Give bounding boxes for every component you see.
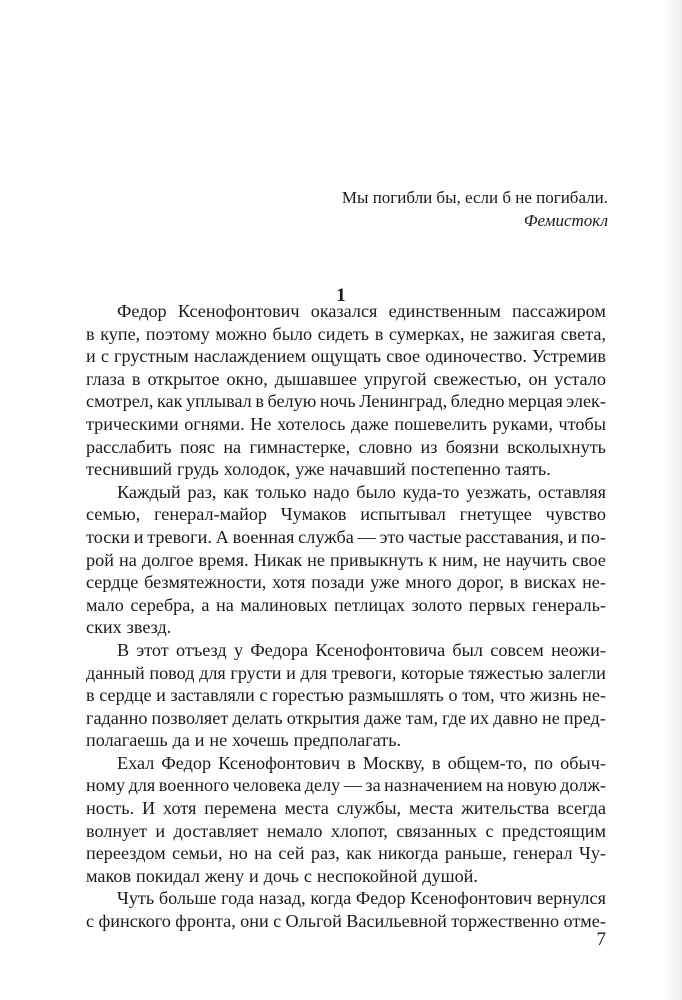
text-line: сердце безмятежности, хотя позади уже много дорог, в висках не- bbox=[86, 572, 606, 593]
text-line: в сердце и заставляли с горестью размышлять о том, что жизнь не- bbox=[86, 685, 606, 706]
epigraph bbox=[342, 186, 608, 232]
epigraph-quote: Мы погибли бы, если б не погибали. bbox=[341, 188, 608, 207]
text-line: мало серебра, а на малиновых петлицах золото первых генераль- bbox=[86, 594, 606, 615]
text-line: маков покидал жену и дочь с неспокойной душой. bbox=[86, 865, 478, 886]
epigraph-author: Фемистокл bbox=[523, 211, 608, 230]
text-line: В этот отъезд у Федора Ксенофонтовича был совсем неожи- bbox=[117, 639, 606, 660]
text-line: тоски и тревоги. А военная служба — это частые расставания, и по- bbox=[86, 526, 606, 547]
text-line: ских звезд. bbox=[86, 617, 172, 638]
body-text bbox=[86, 300, 606, 933]
text-line: Чуть больше года назад, когда Федор Ксенофонтович вернулся bbox=[117, 888, 606, 909]
text-line: теснивший грудь холодок, уже начавший постепенно таять. bbox=[86, 459, 551, 480]
text-line: ному для военного человека делу — за назначением на новую долж- bbox=[86, 775, 606, 796]
page-number: 7 bbox=[596, 929, 606, 950]
text-line: смотрел, как уплывал в белую ночь Ленинград, бледно мерцая элек- bbox=[86, 391, 606, 412]
text-line: переездом семьи, но на сей раз, как никогда раньше, генерал Чу- bbox=[86, 843, 606, 864]
text-line: рой на долгое время. Никак не привыкнуть к ним, не научить свое bbox=[86, 549, 606, 570]
paragraph bbox=[86, 639, 606, 752]
paragraph bbox=[86, 752, 606, 888]
paragraph bbox=[86, 300, 606, 481]
text-line: Ехал Федор Ксенофонтович в Москву, в общем-то, по обыч- bbox=[117, 752, 606, 773]
paragraph bbox=[86, 481, 606, 639]
text-line: данный повод для грусти и для тревоги, которые тяжестью залегли bbox=[86, 662, 606, 683]
text-line: и с грустным наслаждением ощущать свое одиночество. Устремив bbox=[86, 346, 606, 367]
chapter-number: 1 bbox=[336, 285, 346, 306]
text-line: трическими огнями. Не хотелось даже пошевелить руками, чтобы bbox=[86, 413, 606, 434]
text-line: гаданно позволяет делать открытия даже там, где их давно не пред- bbox=[86, 707, 606, 728]
text-line: ность. И хотя перемена места службы, места жительства всегда bbox=[86, 798, 606, 819]
text-line: с финского фронта, они с Ольгой Васильевной торжественно отме- bbox=[86, 911, 606, 932]
paragraph bbox=[86, 887, 606, 932]
text-line: волнует и доставляет немало хлопот, связанных с предстоящим bbox=[86, 820, 606, 841]
text-line: Федор Ксенофонтович оказался единственным пассажиром bbox=[117, 301, 606, 321]
text-line: семью, генерал-майор Чумаков испытывал гнетущее чувство bbox=[86, 504, 606, 525]
text-line: полагаешь да и не хочешь предполагать. bbox=[86, 730, 402, 751]
page-edge-shadow bbox=[664, 0, 682, 1000]
text-line: глаза в открытое окно, дышавшее упругой свежестью, он устало bbox=[86, 368, 606, 389]
text-line: в купе, поэтому можно было сидеть в сумерках, не зажигая света, bbox=[86, 323, 606, 344]
text-line: расслабить пояс на гимнастерке, словно из боязни всколыхнуть bbox=[86, 436, 606, 457]
text-line: Каждый раз, как только надо было куда-то уезжать, оставляя bbox=[117, 481, 606, 502]
